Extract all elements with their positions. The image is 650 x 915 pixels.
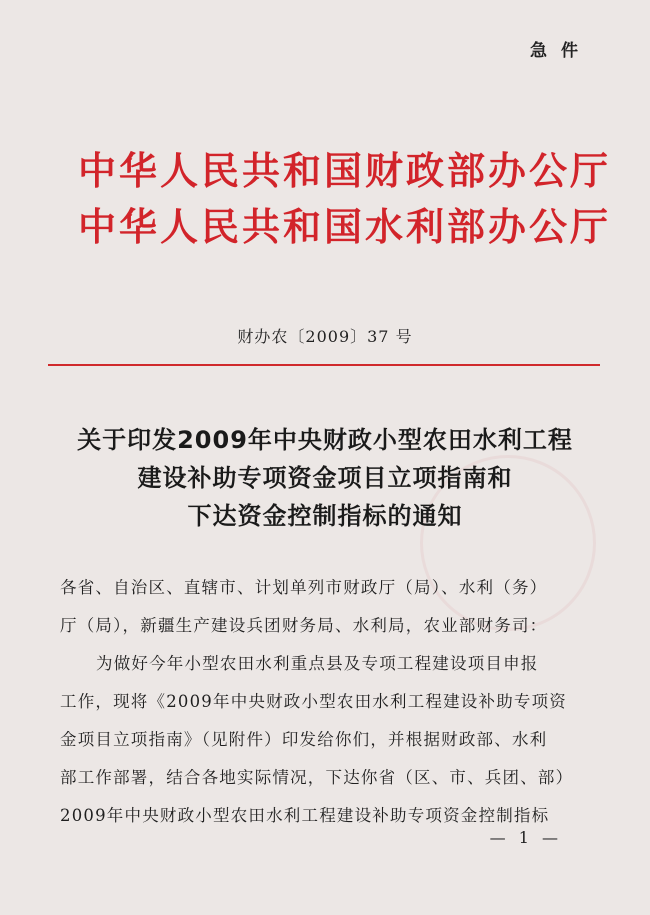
page-number: — 1 —	[489, 828, 562, 847]
issuer-finance-ministry: 中华人民共和国财政部办公厅	[78, 149, 612, 193]
issuer-water-ministry: 中华人民共和国水利部办公厅	[78, 205, 612, 249]
addressee-line-1: 各省、自治区、直辖市、计划单列市财政厅（局）、水利（务）	[60, 578, 548, 597]
addressee-line-2: 厅（局），新疆生产建设兵团财务局、水利局，农业部财务司：	[60, 616, 548, 635]
title-line-3: 下达资金控制指标的通知	[187, 502, 463, 530]
document-number: 财办农〔2009〕37 号	[237, 327, 413, 346]
title-line-2: 建设补助专项资金项目立项指南和	[137, 464, 513, 492]
title-line-1: 关于印发2009年中央财政小型农田水利工程	[77, 426, 573, 454]
paragraph-line-5: 2009年中央财政小型农田水利工程建设补助专项资金控制指标	[60, 806, 550, 825]
paragraph-line-3: 金项目立项指南》（见附件）印发给你们，并根据财政部、水利	[60, 730, 548, 749]
paragraph-line-4: 部工作部署，结合各地实际情况，下达你省（区、市、兵团、部）	[60, 768, 574, 787]
red-divider-line	[48, 364, 600, 366]
paragraph-line-2: 工作，现将《2009年中央财政小型农田水利工程建设补助专项资	[60, 692, 567, 711]
paragraph-line-1: 为做好今年小型农田水利重点县及专项工程建设项目申报	[96, 654, 539, 673]
urgency-label: 急件	[530, 41, 592, 61]
